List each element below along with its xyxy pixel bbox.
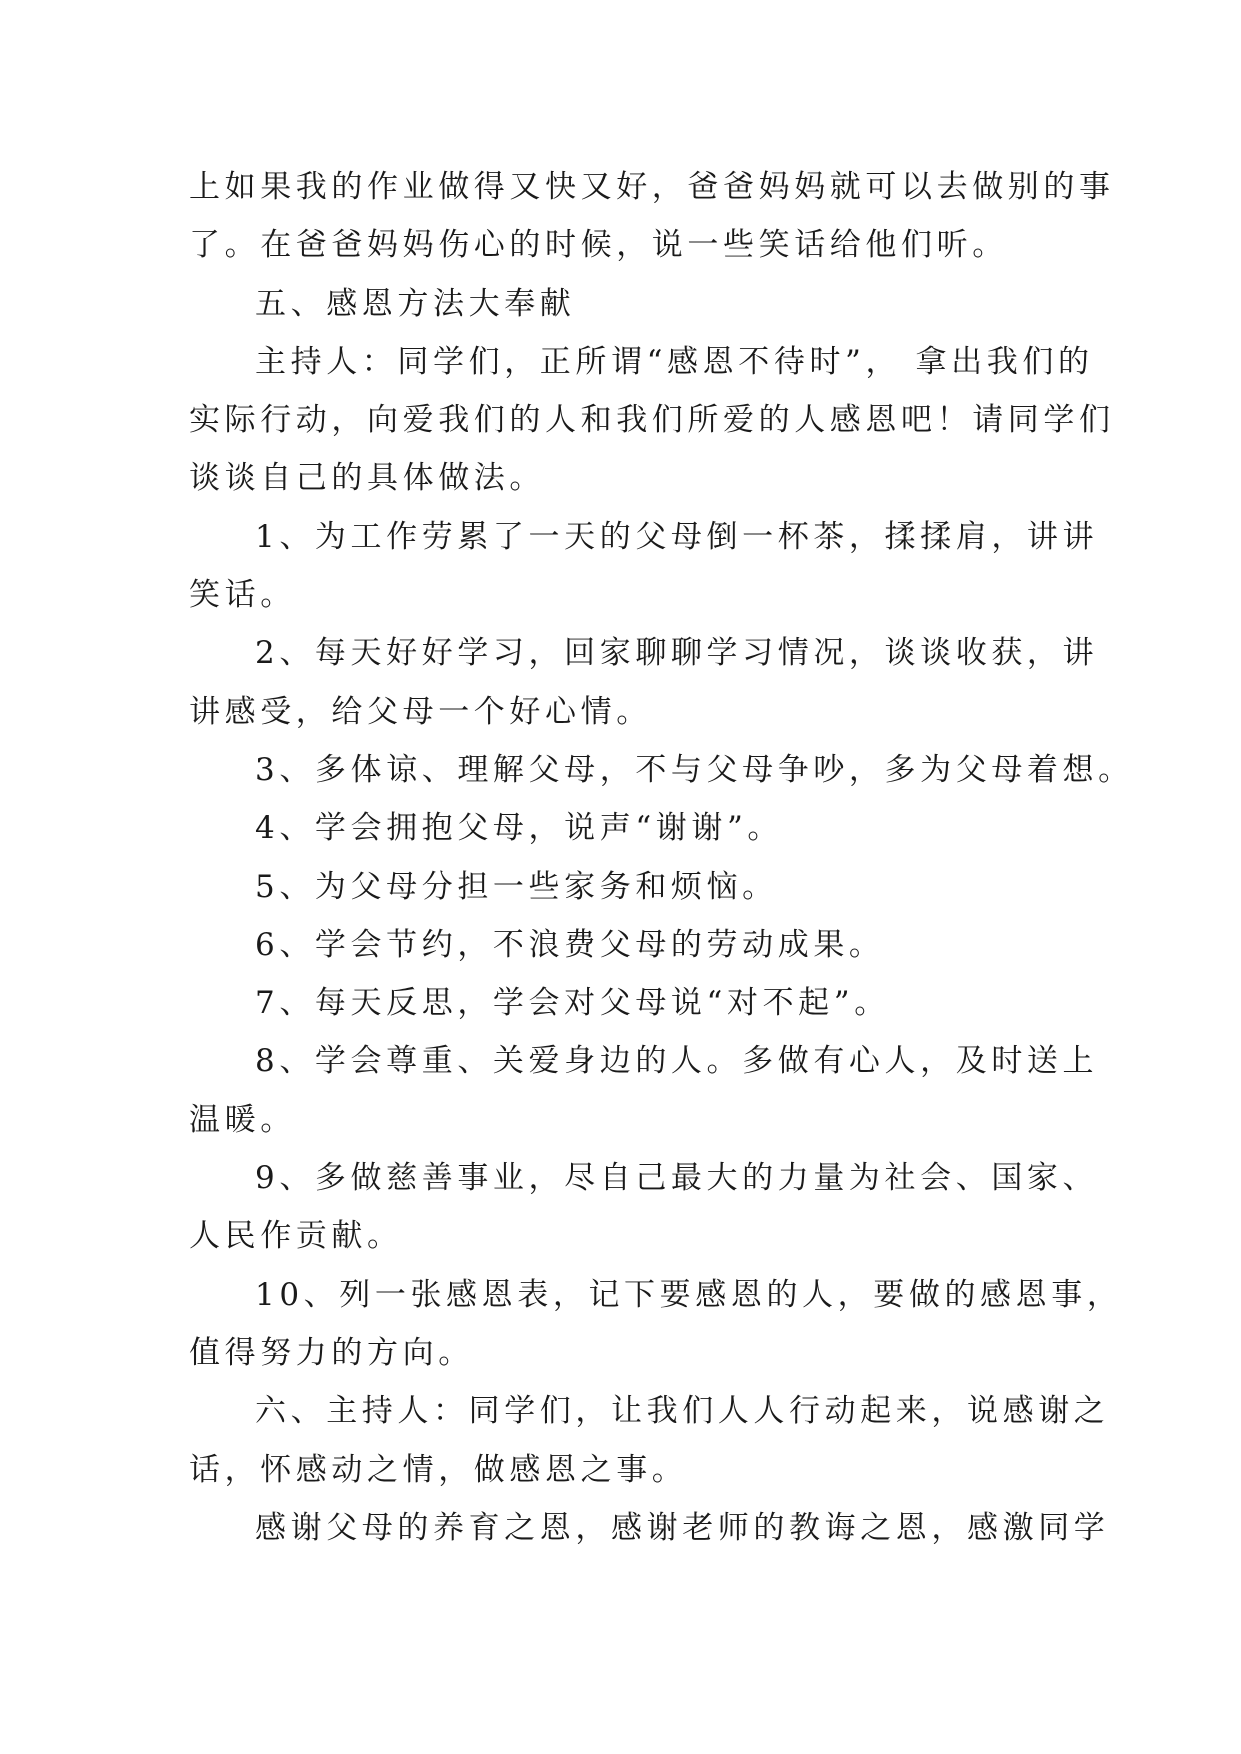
section-heading: 六、主持人：同学们，让我们人人行动起来，说感谢之	[255, 1393, 1110, 1430]
document-body	[189, 158, 1134, 1557]
text-line: 谈谈自己的具体做法。	[189, 460, 545, 497]
text-line: 话，怀感动之情，做感恩之事。	[189, 1451, 688, 1488]
text-line: 了。在爸爸妈妈伤心的时候，说一些笑话给他们听。	[189, 227, 1008, 264]
text-line: 值得努力的方向。	[189, 1334, 474, 1371]
text-line: 主持人：同学们，正所谓“感恩不待时”， 拿出我们的	[255, 343, 1094, 380]
text-line: 笑话。	[189, 577, 296, 614]
list-item: 3、多体谅、理解父母，不与父母争吵，多为父母着想。	[255, 751, 1134, 788]
text-line: 感谢父母的养育之恩，感谢老师的教诲之恩，感激同学	[255, 1509, 1110, 1546]
text-line: 人民作贡献。	[189, 1218, 403, 1255]
list-item: 8、学会尊重、关爱身边的人。多做有心人，及时送上	[255, 1043, 1099, 1080]
text-line: 实际行动，向爱我们的人和我们所爱的人感恩吧！请同学们	[189, 402, 1115, 439]
list-item: 2、每天好好学习，回家聊聊学习情况，谈谈收获，讲	[255, 635, 1099, 672]
list-item: 7、每天反思，学会对父母说“对不起”。	[255, 985, 890, 1022]
list-item: 4、学会拥抱父母，说声“谢谢”。	[255, 810, 784, 847]
section-heading: 五、感恩方法大奉献	[255, 285, 576, 322]
text-line: 温暖。	[189, 1101, 296, 1138]
list-item: 6、学会节约，不浪费父母的劳动成果。	[255, 926, 885, 963]
list-item: 1、为工作劳累了一天的父母倒一杯茶，揉揉肩，讲讲	[255, 518, 1099, 555]
list-item: 5、为父母分担一些家务和烦恼。	[255, 868, 778, 905]
text-line: 讲感受，给父母一个好心情。	[189, 693, 652, 730]
text-line: 上如果我的作业做得又快又好，爸爸妈妈就可以去做别的事	[189, 169, 1115, 205]
list-item: 10、列一张感恩表，记下要感恩的人，要做的感恩事，	[255, 1276, 1123, 1313]
list-item: 9、多做慈善事业，尽自己最大的力量为社会、国家、	[255, 1160, 1099, 1197]
